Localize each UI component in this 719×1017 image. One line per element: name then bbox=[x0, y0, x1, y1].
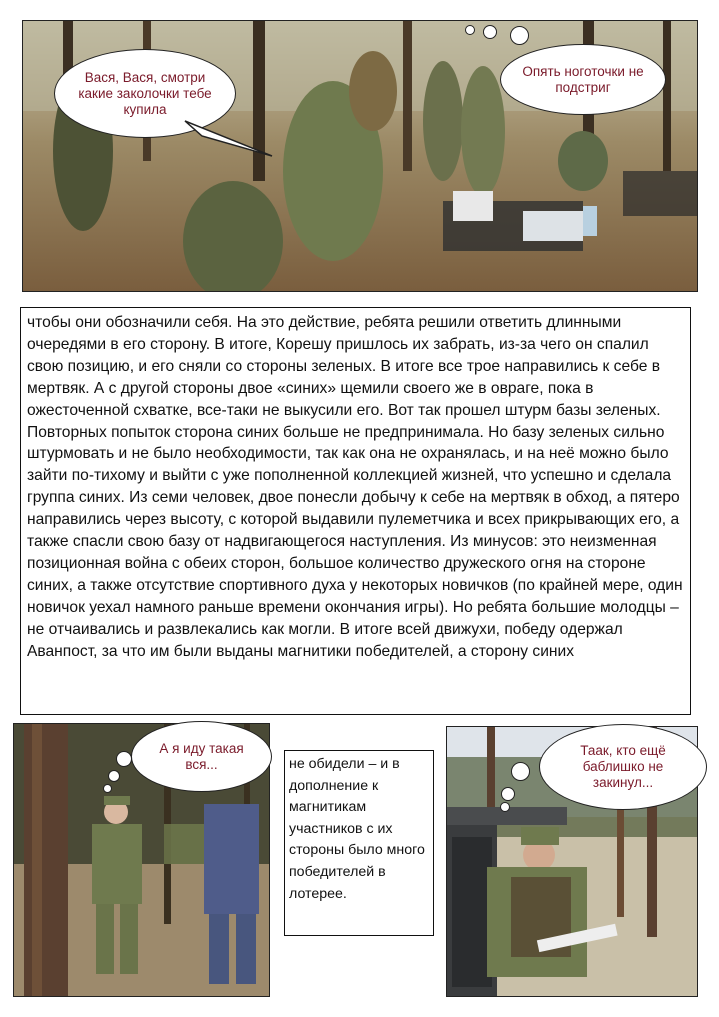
thought-dot bbox=[116, 751, 132, 767]
thought-dot bbox=[108, 770, 120, 782]
side-text-box bbox=[284, 750, 434, 936]
thought-bubble-bottom-left bbox=[131, 721, 272, 792]
thought-dot bbox=[510, 26, 529, 45]
thought-dot bbox=[501, 787, 515, 801]
main-text: чтобы они обозначили себя. На это действие, ребята решили ответить длинными очередями в его сторону. В итоге, Корешу пришлось их забрать, из-за чего он спалил свою позицию, и его сняли со стороны зеленых. В итоге все трое направились к себе в мертвяк. А с другой стороны двое «синих» щемили своего же в овраге, пока в ожесточенной схватке, все-таки не выкусили его. Вот так прошел штурм базы зеленых. Повторных попыток сторона синих больше не предпринимала. Но базу зеленых сильно штурмовать и не было необходимости, так как она не охранялась, и на неё можно было зайти по-тихому и выйти с уже пополненной коллекцией жизней, что успешно и сделала группа синих. Из семи человек, двое понесли добычу к себе на мертвяк в обход, а пятеро направились через высоту, с которой выдавили пулеметчика и всех прикрывающих его, а также спасли свою базу от надвигающегося наступления. Из минусов: это неизменная позиционная война с обеих сторон, большое количество дружеского огня на стороне синих, а также отсутствие спортивного духа у некоторых новичков (по крайней мере, один новичок уехал намного раньше времени окончания игры). Но ребята большие молодцы – не отчаивались и развлекались как могли. В итоге всей движухи, победу одержал Аванпост, за что им были выданы магнитики победителей, а сторону синих bbox=[27, 314, 683, 660]
main-text-box bbox=[20, 307, 691, 715]
speech-bubble-text: Вася, Вася, смотри какие заколочки тебе купила bbox=[78, 69, 212, 117]
thought-dot bbox=[483, 25, 497, 39]
thought-dot bbox=[500, 802, 510, 812]
thought-dot bbox=[103, 784, 112, 793]
thought-bubble-text: Опять ноготочки не подстриг bbox=[522, 63, 644, 95]
thought-dot bbox=[465, 25, 475, 35]
thought-bubble-text: Таак, кто ещё баблишко не закинул... bbox=[580, 743, 666, 790]
side-text: не обидели – и в дополнение к магнитикам участников с их стороны было много победителей в лотерее. bbox=[289, 756, 425, 902]
thought-bubble-text: А я иду такая вся... bbox=[159, 740, 244, 772]
thought-bubble-top-right bbox=[500, 44, 666, 115]
thought-bubble-bottom-right bbox=[539, 724, 707, 810]
thought-dot bbox=[511, 762, 530, 781]
speech-tail-icon bbox=[180, 116, 280, 166]
